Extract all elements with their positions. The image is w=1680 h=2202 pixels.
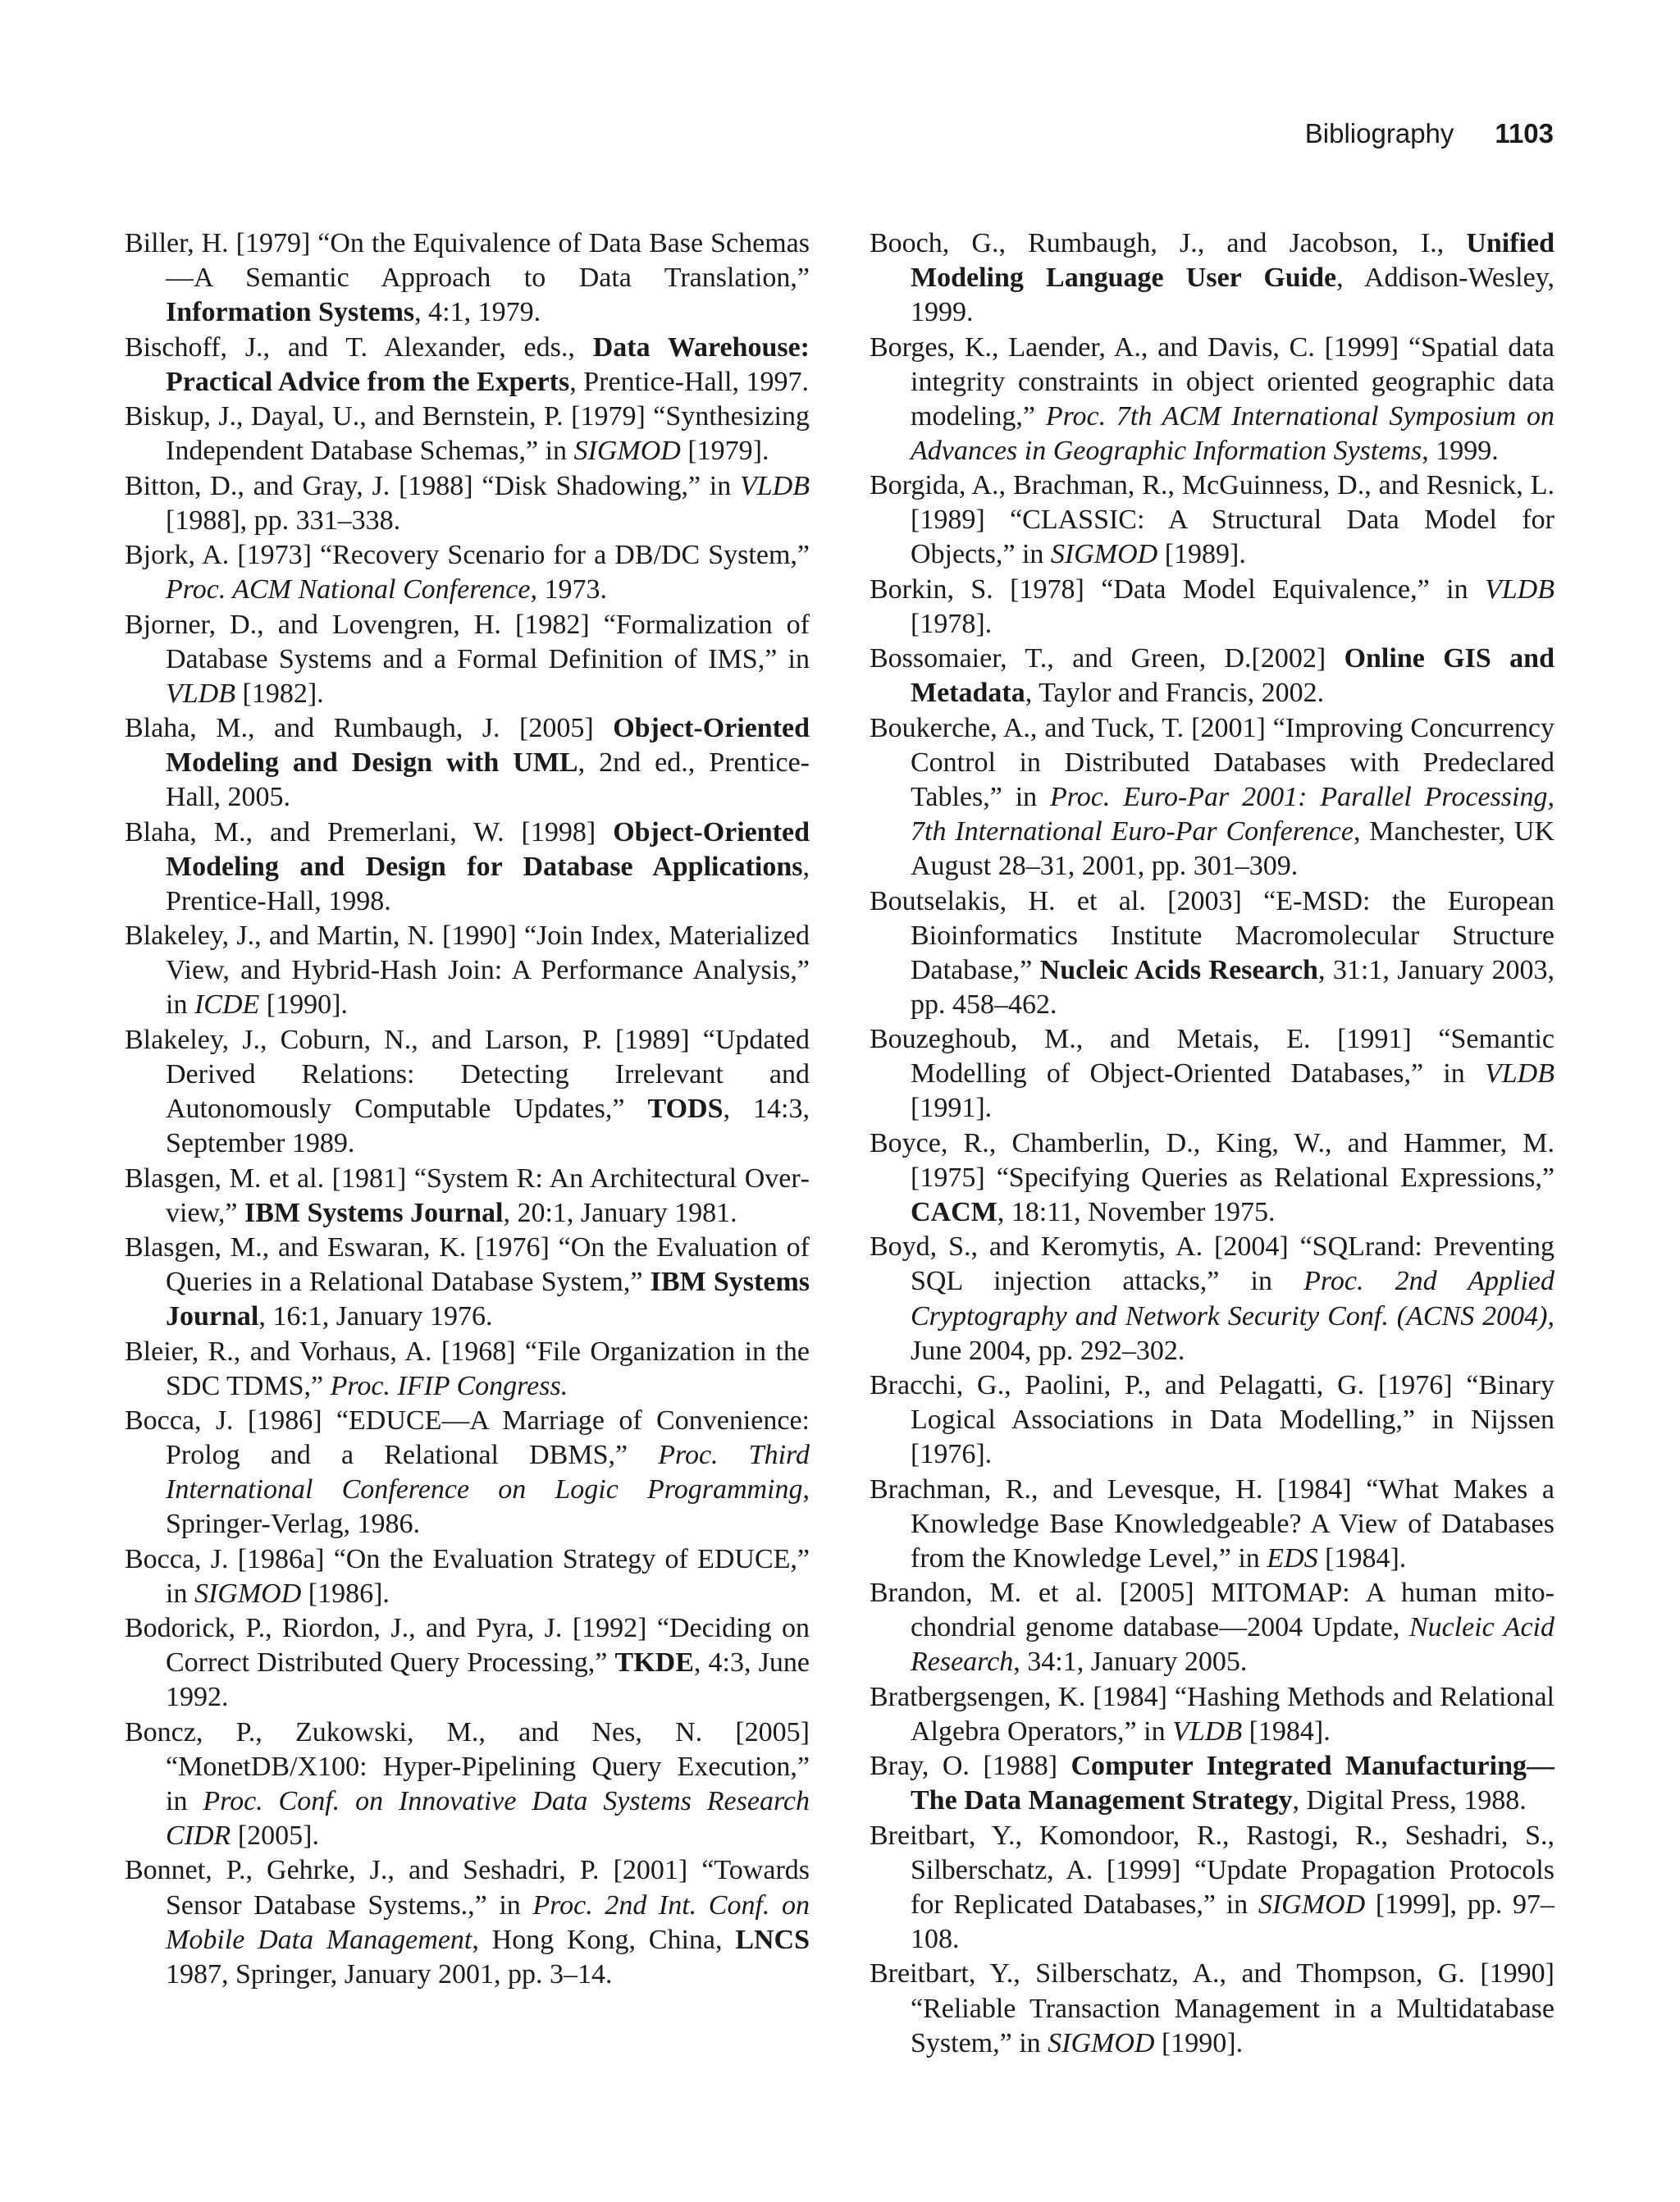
entry-text: Bischoff, J., and T. Alexander, eds., [125, 331, 593, 363]
entry-text: Boncz, P., Zukowski, M., and Nes, N. [2005] “MonetDB/X100: Hyper-Pipelining Query Execution,” in [125, 1716, 810, 1816]
entry-text: , 14:3, September 1989. [166, 1094, 810, 1159]
entry-text: Blakeley, J., Coburn, N., and Larson, P. [1989] “Updated Derived Relations: Detecting Irrelevant and Autonomously Computable Updates,” [125, 1024, 810, 1125]
entry-text: Brachman, R., and Levesque, H. [1984] “What Makes a Knowledge Base Knowledgeable? A View of Databases from the Knowledge Level,” in [870, 1473, 1554, 1574]
entry-text: Boutselakis, H. et al. [2003] “E-MSD: the European Bioinformatics Institute Macromolecular Structure Database,” [870, 885, 1554, 985]
entry-text: Blasgen, M. et al. [1981] “System R: An Architectural Overview,” [125, 1163, 810, 1228]
entry-text: [1999], pp. 97–108. [911, 1889, 1554, 1955]
entry-italic-venue: Proc. 2nd Applied Cryptography and Network Security Conf. (ACNS 2004), [911, 1266, 1555, 1332]
page-number: 1103 [1495, 118, 1554, 148]
entry-text: , Addison-Wesley, 1999. [911, 263, 1555, 328]
bibliography-right-column [870, 226, 1554, 2061]
entry-italic-venue: SIGMOD [573, 436, 681, 467]
section-title: Bibliography [1304, 118, 1454, 148]
bibliography-entry [870, 1230, 1554, 1368]
entry-text: Boyce, R., Chamberlin, D., King, W., and Hammer, M. [1975] “Specifying Queries as Relational Expressions,” [870, 1127, 1554, 1193]
entry-bold-title: Unified Modeling Language User Guide [911, 228, 1554, 294]
entry-text: , Manchester, UK August 28–31, 2001, pp. 301–309. [911, 816, 1554, 882]
entry-text: Booch, G., Rumbaugh, J., and Jacobson, I., [870, 228, 1467, 258]
bibliography-entry [125, 919, 810, 1022]
entry-text: Biller, H. [1979] “On the Equivalence of Data Base Schemas—A Semantic Approach to Data Translation,” [125, 228, 810, 294]
bibliography-entry [870, 1126, 1554, 1230]
entry-text: Blaha, M., and Premerlani, W. [1998] [125, 816, 614, 847]
entry-text: Blakeley, J., and Martin, N. [1990] “Join Index, Materialized View, and Hybrid-Hash Join: A Performance Analysis,” in [125, 921, 810, 1021]
bibliography-entry [125, 1611, 810, 1715]
entry-italic-venue: SIGMOD [194, 1578, 302, 1609]
bibliography-entry [870, 1957, 1554, 2060]
entry-text: [1982]. [235, 678, 324, 709]
entry-bold-title: IBM Systems Journal [244, 1197, 504, 1228]
bibliography-entry [870, 642, 1554, 710]
entry-italic-venue: EDS [1267, 1542, 1318, 1574]
entry-text: [1978]. [911, 608, 993, 639]
bibliography-entry [125, 1715, 810, 1853]
entry-italic-venue: VLDB [1172, 1715, 1243, 1747]
entry-italic-venue: Proc. IFIP Congress. [330, 1370, 568, 1401]
bibliography-entry [870, 711, 1554, 884]
entry-bold-title: TODS [647, 1094, 724, 1125]
entry-text: Bossomaier, T., and Green, D.[2002] [870, 643, 1344, 674]
entry-text: , 4:3, June 1992. [166, 1647, 810, 1713]
entry-text: , 18:11, November 1975. [997, 1197, 1276, 1227]
bibliography-entry [870, 226, 1554, 330]
bibliography-entry [125, 400, 810, 468]
entry-text: Breitbart, Y., Silberschatz, A., and Thompson, G. [1990] “Reliable Transaction Management in a Multidatabase System,” in [870, 1958, 1554, 2058]
entry-text: [1988], pp. 331–338. [166, 505, 401, 536]
entry-italic-venue: Proc. ACM National Conference [166, 574, 531, 605]
entry-italic-venue: VLDB [166, 678, 235, 709]
entry-italic-venue: SIGMOD [1258, 1889, 1366, 1920]
bibliography-entry [125, 1404, 810, 1542]
entry-text: Breitbart, Y., Komondoor, R., Rastogi, R., Seshadri, S., Silberschatz, A. [1999] “Update Propagation Protocols for Replicated Databases,” in [870, 1820, 1554, 1920]
entry-text: [1984]. [1242, 1715, 1331, 1747]
entry-italic-venue: Proc. Conf. on Innovative Data Systems Research CIDR [166, 1785, 810, 1852]
bibliography-entry [870, 1680, 1554, 1749]
bibliography-entry [125, 1853, 810, 1991]
entry-text: Bodorick, P., Riordon, J., and Pyra, J. [1992] “Deciding on Correct Distributed Query Processing,” [125, 1613, 810, 1679]
entry-italic-venue: Proc. 7th ACM International Symposium on Advances in Geographic Information Systems [911, 400, 1554, 466]
bibliography-entry [125, 226, 810, 330]
entry-text: [1979]. [680, 436, 769, 467]
entry-text: , Taylor and Francis, 2002. [1025, 678, 1325, 709]
entry-text: Bjorner, D., and Lovengren, H. [1982] “Formalization of Database Systems and a Formal Definition of IMS,” in [125, 609, 810, 674]
bibliography-entry [870, 1473, 1554, 1576]
entry-text: [1991]. [911, 1093, 993, 1124]
entry-text: [1990]. [1154, 2027, 1244, 2058]
entry-bold-title: Computer Integrated Manufacturing—The Data Management Strategy [911, 1751, 1554, 1816]
entry-text: Bleier, R., and Vorhaus, A. [1968] “File Organization in the SDC TDMS,” [125, 1336, 810, 1401]
entry-text: Bjork, A. [1973] “Recovery Scenario for a DB/DC System,” [125, 540, 810, 571]
entry-italic-venue: SIGMOD [1050, 539, 1158, 570]
entry-italic-venue: VLDB [1485, 573, 1554, 605]
entry-italic-venue: SIGMOD [1048, 2027, 1155, 2058]
bibliography-entry [125, 538, 810, 607]
bibliography-entry [125, 1335, 810, 1404]
bibliography-entry [870, 331, 1554, 468]
entry-bold-title: IBM Systems Journal [166, 1267, 810, 1332]
entry-text: , Springer-Verlag, 1986. [166, 1474, 810, 1540]
entry-text: , Hong Kong, China, [472, 1924, 736, 1955]
bibliography-entry [870, 1749, 1554, 1818]
entry-bold-title: Nucleic Acids Research [1039, 954, 1318, 985]
entry-text: Bocca, J. [1986a] “On the Evaluation Strategy of EDUCE,” in [125, 1543, 810, 1609]
bibliography-entry [125, 608, 810, 711]
bibliography-entry [870, 1576, 1554, 1679]
entry-italic-venue: Proc. 2nd Int. Conf. on Mobile Data Management [166, 1889, 810, 1955]
entry-text: [1984]. [1317, 1542, 1407, 1574]
entry-text: , 4:1, 1979. [414, 297, 541, 328]
entry-italic-venue: VLDB [740, 470, 810, 501]
entry-bold-title: Object-Oriented Modeling and Design for Database Applications [166, 816, 810, 882]
entry-text: 1987, Springer, January 2001, pp. 3–14. [166, 1958, 613, 1990]
bibliography-left-column [125, 226, 810, 1992]
entry-bold-title: Data Warehouse: Practical Advice from the Experts [166, 331, 810, 397]
entry-text: , Prentice-Hall, 1997. [569, 366, 810, 397]
bibliography-entry [125, 469, 810, 538]
entry-italic-venue: Proc. Third International Conference on Logic Programming [166, 1440, 810, 1505]
bibliography-entry [125, 1023, 810, 1161]
entry-bold-title: LNCS [735, 1924, 810, 1955]
entry-italic-venue: ICDE [194, 989, 260, 1021]
bibliography-entry [125, 1231, 810, 1334]
entry-text: Borgida, A., Brachman, R., McGuinness, D., and Resnick, L. [1989] “CLASSIC: A Structural Data Model for Objects,” in [870, 470, 1554, 570]
entry-text: , Digital Press, 1988. [1292, 1785, 1527, 1816]
entry-text: Bitton, D., and Gray, J. [1988] “Disk Shadowing,” in [125, 470, 740, 501]
entry-text: Bratbergsengen, K. [1984] “Hashing Methods and Relational Algebra Operators,” in [870, 1681, 1554, 1747]
entry-bold-title: TKDE [614, 1647, 694, 1679]
entry-text: [1990]. [259, 989, 348, 1021]
entry-text: , 20:1, January 1981. [503, 1197, 737, 1228]
bibliography-entry [125, 1542, 810, 1611]
bibliography-entry [870, 1819, 1554, 1957]
entry-text: , Prentice-Hall, 1998. [166, 851, 810, 916]
entry-text: , 31:1, January 2003, pp. 458–462. [911, 954, 1554, 1020]
entry-text: Bray, O. [1988] [870, 1751, 1071, 1782]
entry-text: Borges, K., Laender, A., and Davis, C. [1999] “Spatial data integrity constraints in object oriented geographic data modeling,” [870, 331, 1554, 432]
bibliography-entry [125, 331, 810, 400]
entry-text: Blaha, M., and Rumbaugh, J. [2005] [125, 713, 614, 744]
entry-text: , 1999. [1422, 435, 1499, 466]
entry-italic-venue: VLDB [1485, 1058, 1554, 1090]
bibliography-entry [125, 815, 810, 919]
entry-text: Borkin, S. [1978] “Data Model Equivalence,” in [870, 573, 1485, 605]
entry-text: Bocca, J. [1986] “EDUCE—A Marriage of Convenience: Prolog and a Relational DBMS,” [125, 1405, 810, 1471]
entry-bold-title: Online GIS and Metadata [911, 643, 1554, 709]
entry-text: Bouzeghoub, M., and Metais, E. [1991] “Semantic Modelling of Object-Oriented Databases,” in [870, 1024, 1554, 1090]
bibliography-entry [870, 573, 1554, 642]
entry-text: Bonnet, P., Gehrke, J., and Seshadri, P. [2001] “Towards Sensor Database Systems.,” in [125, 1855, 810, 1921]
entry-text: , 34:1, January 2005. [1013, 1647, 1248, 1678]
entry-bold-title: Object-Oriented Modeling and Design with UML [166, 713, 810, 779]
entry-text: Boukerche, A., and Tuck, T. [2001] “Improving Concurrency Control in Distributed Databases with Predeclared Tables,” in [870, 712, 1554, 812]
entry-text: Bracchi, G., Paolini, P., and Pelagatti, G. [1976] “Binary Logical Associations in Data Modelling,” in Nijssen [1976]. [870, 1370, 1554, 1470]
bibliography-entry [125, 711, 810, 815]
bibliography-entry [870, 1368, 1554, 1472]
entry-text: Biskup, J., Dayal, U., and Bernstein, P. [1979] “Synthesizing Independent Database Schemas,” in [125, 401, 810, 467]
bibliography-entry [870, 468, 1554, 572]
entry-text: , 2nd ed., Prentice-Hall, 2005. [166, 747, 810, 813]
entry-bold-title: Information Systems [166, 297, 415, 328]
entry-text: June 2004, pp. 292–302. [911, 1335, 1185, 1366]
entry-text: Boyd, S., and Keromytis, A. [2004] “SQLrand: Preventing SQL injection attacks,” in [870, 1231, 1554, 1297]
entry-text: , 1973. [530, 574, 607, 605]
bibliography-entry [870, 1022, 1554, 1126]
bibliography-entry [870, 884, 1554, 1022]
bibliography-entry [125, 1162, 810, 1231]
entry-italic-venue: Nucleic Acid Research [911, 1612, 1554, 1678]
entry-italic-venue: Proc. Euro-Par 2001: Parallel Processing, 7th International Euro-Par Conference [911, 781, 1554, 847]
running-header [1305, 118, 1554, 149]
entry-bold-title: CACM [911, 1197, 998, 1227]
entry-text: [2005]. [231, 1821, 319, 1852]
entry-text: [1989]. [1157, 539, 1246, 570]
entry-text: Brandon, M. et al. [2005] MITOMAP: A human mitochondrial genome database—2004 Update, [870, 1578, 1554, 1643]
entry-text: Blasgen, M., and Eswaran, K. [1976] “On the Evaluation of Queries in a Relational Database System,” [125, 1231, 810, 1298]
entry-text: [1986]. [301, 1578, 390, 1609]
entry-text: , 16:1, January 1976. [258, 1301, 493, 1332]
